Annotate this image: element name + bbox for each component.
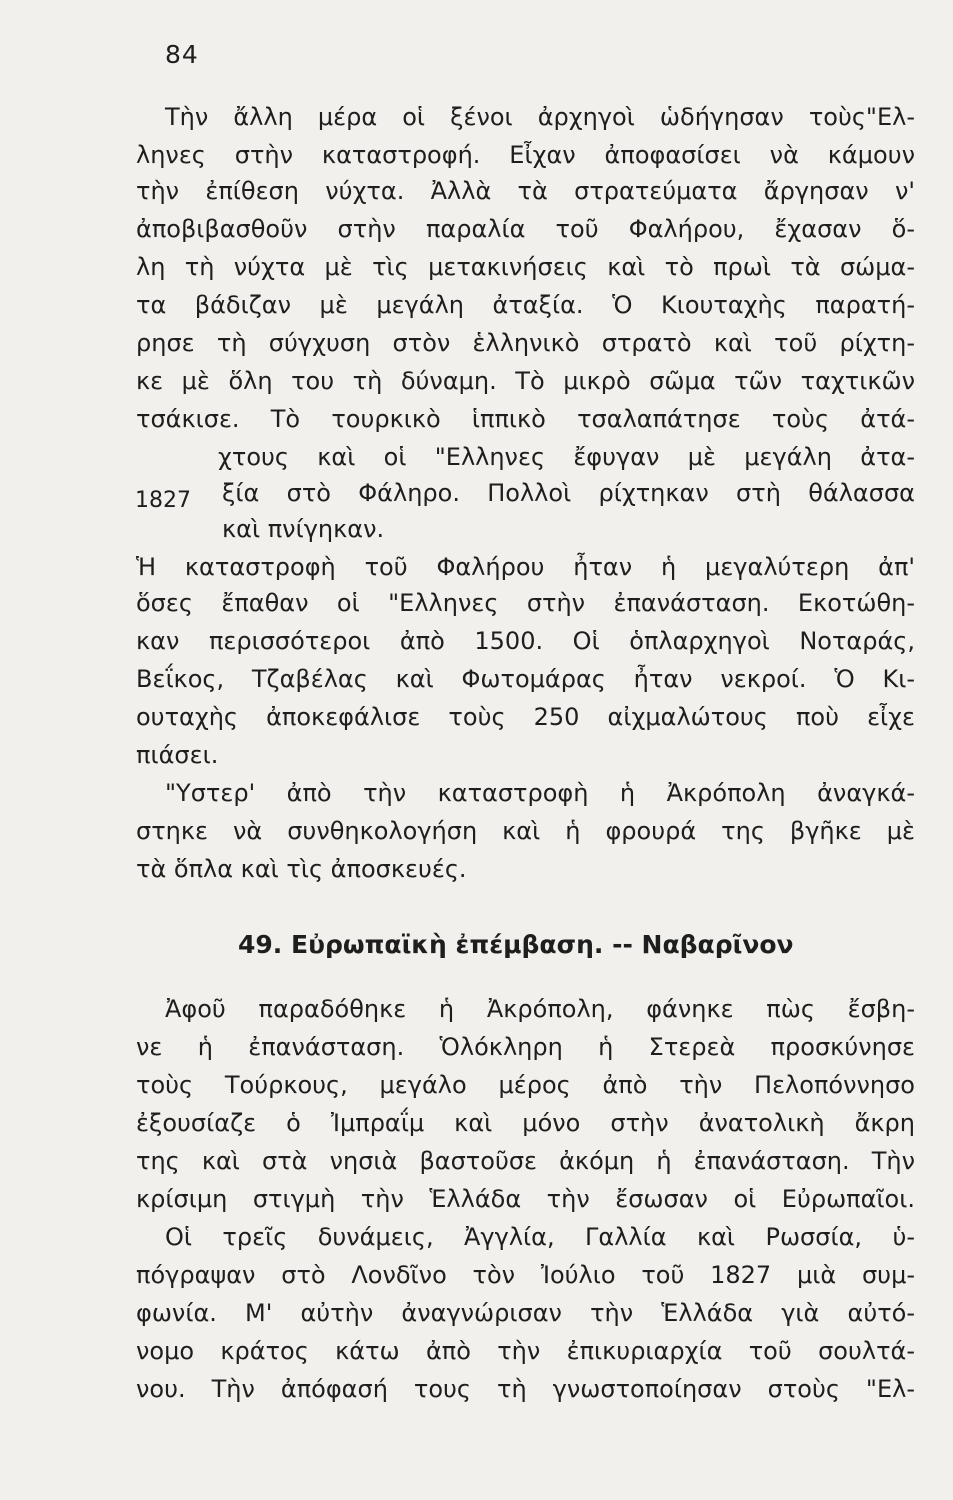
paragraph-bottom-line: τοὺς Τούρκους, μεγάλο μέρος ἀπὸ τὴν Πελοπόννησο [136,1071,915,1099]
paragraph-top-line: τα βάδιζαν μὲ μεγάλη ἀταξία. Ὁ Κιουταχὴς παρατή- [136,291,915,319]
paragraph-top-line: τσάκισε. Τὸ τουρκικὸ ἱππικὸ τσαλαπάτησε τοὺς ἀτά- [136,405,915,433]
margin-year-note: 1827 [135,488,191,513]
paragraph-top-line: κε μὲ ὅλη του τὴ δύναμη. Τὸ μικρὸ σῶμα τῶν ταχτικῶν [136,367,915,395]
paragraph-bottom-line: κρίσιμη στιγμὴ τὴν Ἑλλάδα τὴν ἔσωσαν οἱ Εὐρωπαῖοι. [136,1185,915,1213]
paragraph-bottom-line: νε ἡ ἐπανάσταση. Ὁλόκληρη ἡ Στερεὰ προσκύνησε [136,1033,915,1061]
paragraph-top-line: τὰ ὅπλα καὶ τὶς ἀποσκευές. [136,855,467,883]
paragraph-top-line: ρησε τὴ σύγχυση στὸν ἑλληνικὸ στρατὸ καὶ τοῦ ρίχτη- [136,329,915,357]
paragraph-bottom-line: Ἀφοῦ παραδόθηκε ἡ Ἀκρόπολη, φάνηκε πὼς ἔσβη- [165,995,915,1023]
paragraph-top-line: τὴν ἐπίθεση νύχτα. Ἀλλὰ τὰ στρατεύματα ἄργησαν ν' [136,177,915,205]
paragraph-bottom-line: νου. Τὴν ἀπόφασή τους τὴ γνωστοποίησαν στοὺς "Ελ- [136,1375,915,1403]
page-number: 84 [165,40,199,69]
section-heading: 49. Εὐρωπαϊκὴ ἐπέμβαση. -- Ναβαρῖνον [238,930,794,959]
paragraph-top-line: Τὴν ἄλλη μέρα οἱ ξένοι ἀρχηγοὶ ὡδήγησαν τοὺς"Ελ- [165,103,915,131]
paragraph-bottom-line: της καὶ στὰ νησιὰ βαστοῦσε ἀκόμη ἡ ἐπανάσταση. Τὴν [136,1147,915,1175]
paragraph-top-line: ἀποβιβασθοῦν στὴν παραλία τοῦ Φαλήρου, ἔχασαν ὅ- [136,215,915,243]
paragraph-top-line: Ἡ καταστροφὴ τοῦ Φαλήρου ἦταν ἡ μεγαλύτερη ἀπ' [136,553,915,581]
paragraph-bottom-line: φωνία. Μ' αὐτὴν ἀναγνώρισαν τὴν Ἑλλάδα γιὰ αὐτό- [136,1299,915,1327]
paragraph-top-line: χτους καὶ οἱ "Ελληνες ἔφυγαν μὲ μεγάλη ἀτα- [218,443,915,471]
paragraph-top-line: ουταχὴς ἀποκεφάλισε τοὺς 250 αἰχμαλώτους ποὺ εἶχε [136,703,915,731]
paragraph-bottom-line: ἐξουσίαζε ὁ Ἰμπραΐμ καὶ μόνο στὴν ἀνατολικὴ ἄκρη [136,1109,915,1137]
paragraph-top-line: ληνες στὴν καταστροφή. Εἶχαν ἀποφασίσει νὰ κάμουν [136,141,915,169]
paragraph-top-line: καὶ πνίγηκαν. [222,515,385,543]
paragraph-top-line: στηκε νὰ συνθηκολογήση καὶ ἡ φρουρά της βγῆκε μὲ [136,817,915,845]
paragraph-top-line: ξία στὸ Φάληρο. Πολλοὶ ρίχτηκαν στὴ θάλασσα [222,479,915,507]
paragraph-bottom-line: νομο κράτος κάτω ἀπὸ τὴν ἐπικυριαρχία τοῦ σουλτά- [136,1337,915,1365]
paragraph-top-line: "Υστερ' ἀπὸ τὴν καταστροφὴ ἡ Ἀκρόπολη ἀναγκά- [165,779,915,807]
paragraph-top-line: ὅσες ἔπαθαν οἱ "Ελληνες στὴν ἐπανάσταση. Εκοτώθη- [136,589,915,617]
paragraph-top-line: καν περισσότεροι ἀπὸ 1500. Οἱ ὁπλαρχηγοὶ Νοταράς, [136,627,915,655]
paragraph-top-line: λη τὴ νύχτα μὲ τὶς μετακινήσεις καὶ τὸ πρωὶ τὰ σώμα- [136,253,915,281]
paragraph-top-line: Βεΐκος, Τζαβέλας καὶ Φωτομάρας ἦταν νεκροί. Ὁ Κι- [136,665,915,693]
paragraph-bottom-line: πόγραψαν στὸ Λονδῖνο τὸν Ἰούλιο τοῦ 1827 μιὰ συμ- [136,1261,915,1289]
paragraph-top-line: πιάσει. [136,741,219,769]
paragraph-bottom-line: Οἱ τρεῖς δυνάμεις, Ἀγγλία, Γαλλία καὶ Ρωσσία, ὑ- [165,1223,915,1251]
